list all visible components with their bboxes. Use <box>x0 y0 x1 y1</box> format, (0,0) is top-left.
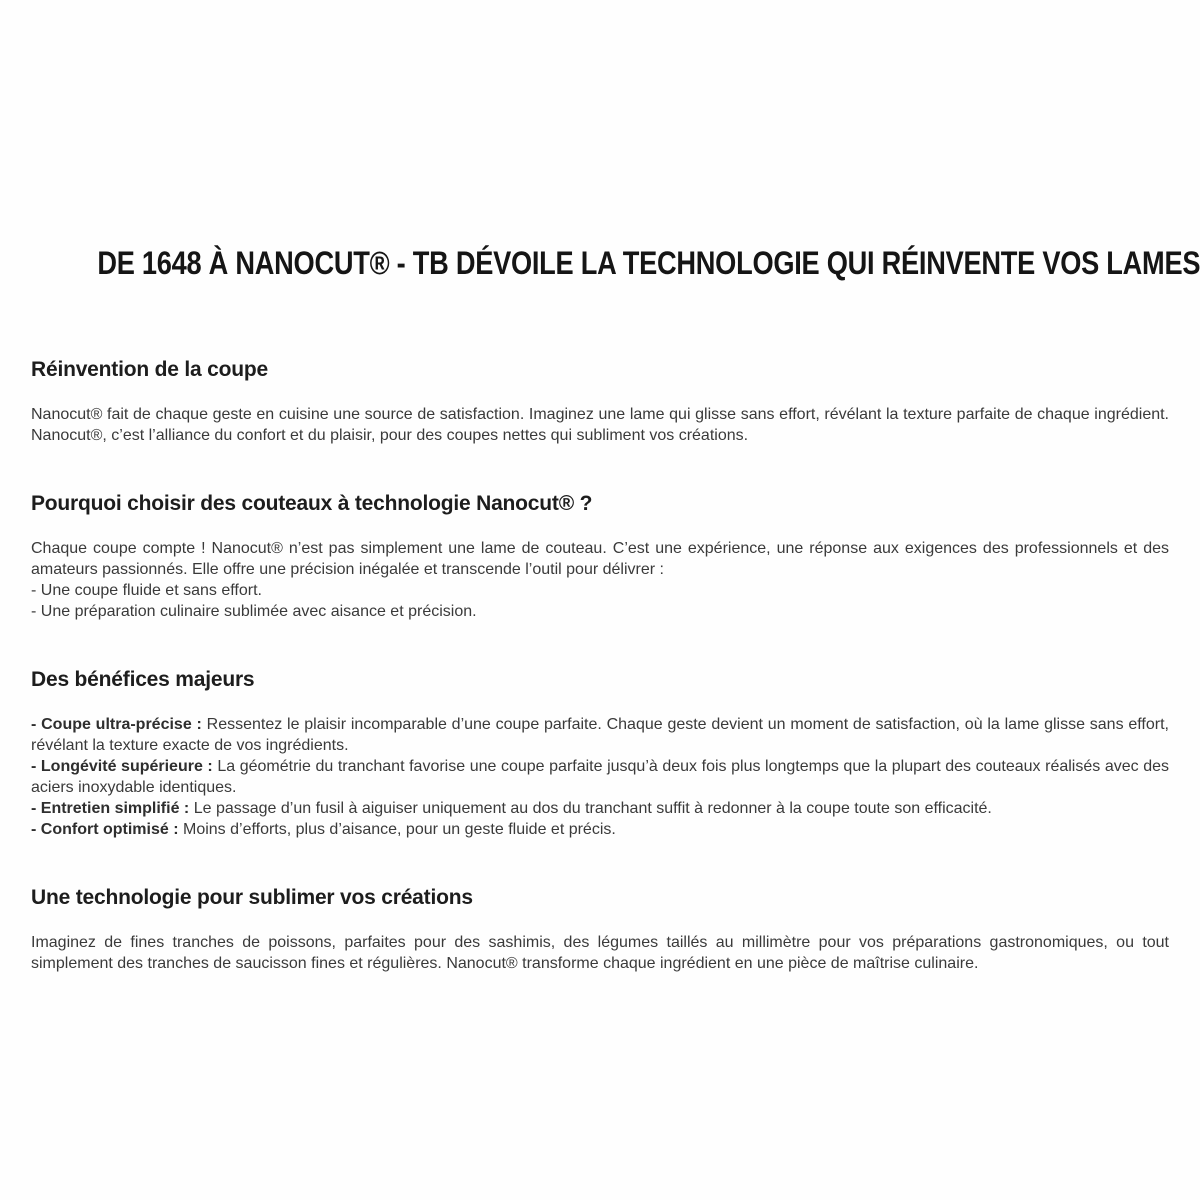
benefit-item <box>31 756 1169 798</box>
section-heading: Des bénéfices majeurs <box>31 668 255 691</box>
section-heading: Réinvention de la coupe <box>31 358 268 381</box>
benefit-text: Moins d’efforts, plus d’aisance, pour un geste fluide et précis. <box>178 821 616 838</box>
benefit-item <box>31 798 1169 819</box>
benefit-list <box>31 714 1169 840</box>
benefit-text: Ressentez le plaisir incomparable d’une coupe parfaite. Chaque geste devient un moment de satisfaction, où la lame glisse sans effort, révélant la texture exacte de vos ingrédients. <box>31 716 1169 754</box>
section-benefices-majeurs <box>31 666 1169 840</box>
section-heading: Une technologie pour sublimer vos créations <box>31 886 473 909</box>
benefit-label: - Longévité supérieure : <box>31 758 213 775</box>
page-content <box>0 356 1200 974</box>
page-title <box>0 244 1200 284</box>
bullet-line: - Une coupe fluide et sans effort. <box>31 582 262 599</box>
benefit-text: La géométrie du tranchant favorise une coupe parfaite jusqu’à deux fois plus longtemps que la plupart des couteaux réalisés avec des aciers inoxydable identiques. <box>31 758 1169 796</box>
page-title-text: DE 1648 À NANOCUT® - TB DÉVOILE LA TECHNOLOGIE QUI RÉINVENTE VOS LAMES <box>97 245 1200 281</box>
bullet-line: - Une préparation culinaire sublimée avec aisance et précision. <box>31 603 477 620</box>
benefit-label: - Entretien simplifié : <box>31 800 190 817</box>
benefit-text: Le passage d’un fusil à aiguiser uniquement au dos du tranchant suffit à redonner à la coupe toute son efficacité. <box>189 800 992 817</box>
section-paragraph: Nanocut® fait de chaque geste en cuisine une source de satisfaction. Imaginez une lame qui glisse sans effort, révélant la texture parfaite de chaque ingrédient. Nanocut®, c’est l’alliance du confort et du plaisir, pour des coupes nettes qui subliment vos créations. <box>31 406 1169 444</box>
section-reinvention-coupe <box>31 356 1169 446</box>
section-pourquoi-choisir <box>31 490 1169 622</box>
section-paragraph: Imaginez de fines tranches de poissons, parfaites pour des sashimis, des légumes taillés au millimètre pour vos préparations gastronomiques, ou tout simplement des tranches de saucisson fines et régulières. Nanocut® transforme chaque ingrédient en une pièce de maîtrise culinaire. <box>31 934 1169 972</box>
benefit-label: - Coupe ultra-précise : <box>31 716 202 733</box>
benefit-label: - Confort optimisé : <box>31 821 179 838</box>
benefit-item <box>31 714 1169 756</box>
bullet-list <box>31 580 1169 622</box>
section-heading: Pourquoi choisir des couteaux à technologie Nanocut® ? <box>31 492 593 515</box>
section-paragraph: Chaque coupe compte ! Nanocut® n’est pas simplement une lame de couteau. C’est une expérience, une réponse aux exigences des professionnels et des amateurs passionnés. Elle offre une précision inégalée et transcende l’outil pour délivrer : <box>31 540 1169 578</box>
benefit-item <box>31 819 1169 840</box>
section-technologie-sublimer <box>31 884 1169 974</box>
